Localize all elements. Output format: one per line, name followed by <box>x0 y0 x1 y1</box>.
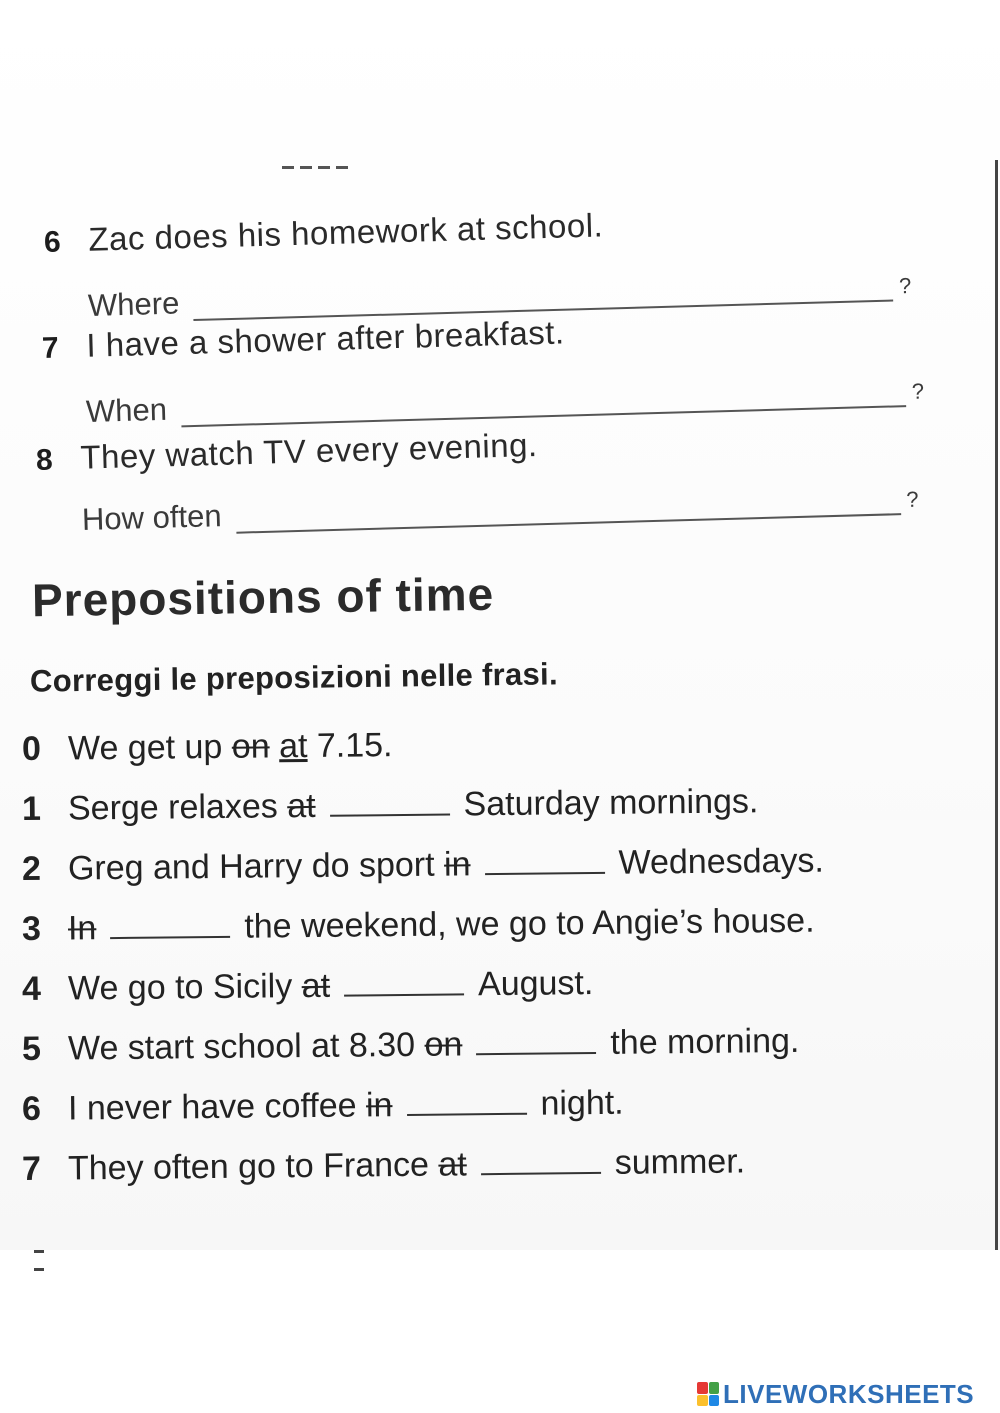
question-sentence: Zac does his homework at school. <box>87 206 604 258</box>
sentence-start: Serge relaxes <box>67 787 278 828</box>
exercise-row-0 <box>22 726 393 769</box>
question-number: 6 <box>43 225 62 259</box>
exercise-number: 1 <box>21 789 42 828</box>
answer-blank[interactable] <box>406 1085 526 1116</box>
exercise-number: 7 <box>21 1149 42 1188</box>
answer-blank[interactable] <box>476 1024 596 1055</box>
question-number: 7 <box>41 331 60 365</box>
question-mark: ? <box>905 486 919 512</box>
answer-blank[interactable] <box>110 908 230 939</box>
cropped-text-fragment <box>282 156 372 170</box>
sentence-start: We go to Sicily <box>67 967 293 1008</box>
wrong-preposition: on <box>424 1025 463 1064</box>
example-answer: at <box>278 727 308 766</box>
liveworksheets-logo <box>697 1378 975 1409</box>
answer-blank[interactable] <box>344 965 464 996</box>
sentence-start: They often go to France <box>67 1145 430 1188</box>
exercise-number: 3 <box>21 909 42 948</box>
brand-name: LIVEWORKSHEETS <box>723 1378 975 1409</box>
sentence-start: I never have coffee <box>67 1086 357 1128</box>
exercise-row-7 <box>22 1142 746 1189</box>
sentence-start: Greg and Harry do sport <box>67 845 435 888</box>
sentence-end: 7.15. <box>316 726 393 765</box>
exercise-row-5 <box>22 1022 800 1069</box>
sentence-end: summer. <box>614 1142 746 1182</box>
question-number: 8 <box>35 443 54 477</box>
sentence-end: Wednesdays. <box>618 841 825 882</box>
exercise-row-6 <box>22 1084 624 1129</box>
answer-prompt: When <box>85 391 168 429</box>
sentence-end: the weekend, we go to Angie’s house. <box>244 901 815 946</box>
question-sentence: They watch TV every evening. <box>79 425 539 476</box>
exercise-number: 6 <box>21 1089 42 1128</box>
answer-blank[interactable] <box>329 786 449 817</box>
answer-prompt: How often <box>81 498 222 537</box>
logo-icon <box>697 1382 719 1406</box>
exercise-number: 0 <box>21 729 42 768</box>
wrong-preposition: at <box>287 786 316 826</box>
sentence-end: the morning. <box>610 1021 800 1062</box>
sentence-end: night. <box>540 1083 624 1123</box>
sentence-end: Saturday mornings. <box>463 782 759 824</box>
question-mark: ? <box>898 273 912 299</box>
question-sentence: I have a shower after breakfast. <box>85 313 566 364</box>
cropped-text-fragment <box>34 1240 104 1248</box>
section-title: Prepositions of time <box>31 567 495 627</box>
exercise-row-1 <box>22 782 759 829</box>
wrong-preposition: in <box>365 1086 393 1125</box>
instruction: Correggi le preposizioni nelle frasi. <box>29 656 559 699</box>
exercise-row-3 <box>22 902 815 949</box>
wrong-preposition: In <box>67 909 97 948</box>
answer-blank[interactable] <box>481 1144 601 1175</box>
exercise-row-4 <box>22 964 594 1009</box>
sentence-end: August. <box>477 964 594 1004</box>
exercise-number: 5 <box>21 1029 42 1068</box>
answer-prompt: Where <box>87 285 180 323</box>
wrong-preposition: in <box>443 845 471 884</box>
exercise-number: 4 <box>21 969 42 1008</box>
sentence-start: We start school at 8.30 <box>67 1025 416 1068</box>
exercise-number: 2 <box>21 849 42 888</box>
wrong-preposition: at <box>438 1145 467 1184</box>
answer-blank[interactable] <box>484 844 604 875</box>
wrong-preposition: on <box>231 727 270 766</box>
wrong-preposition: at <box>301 966 331 1006</box>
question-mark: ? <box>911 378 925 404</box>
sentence-start: We get up <box>67 727 223 768</box>
